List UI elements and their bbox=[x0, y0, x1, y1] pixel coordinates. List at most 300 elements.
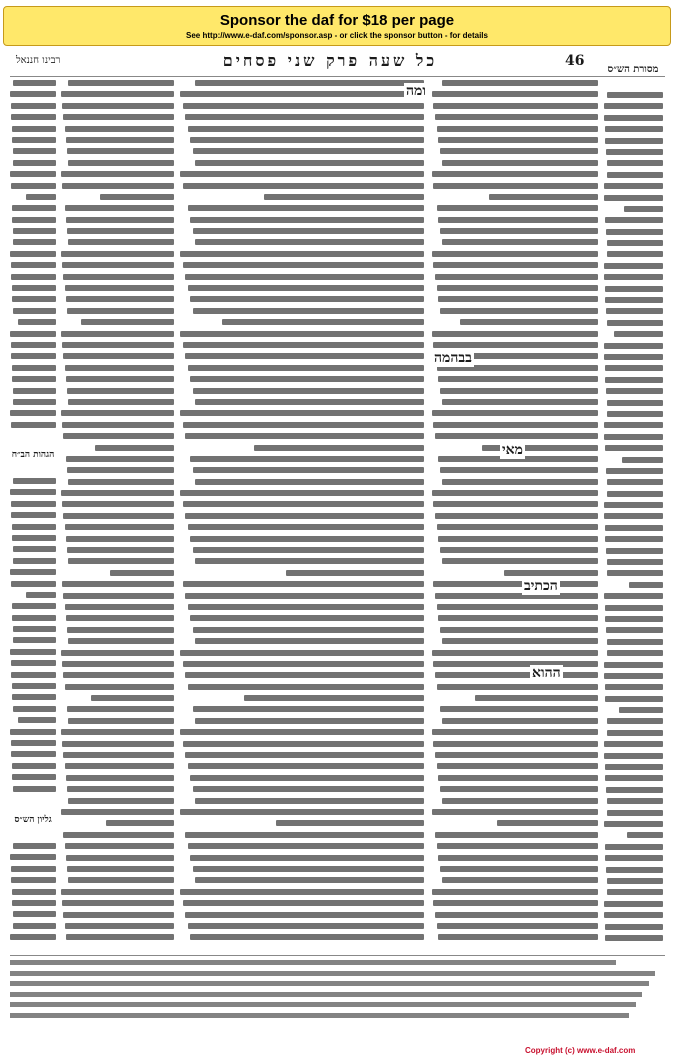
gilyon-hashas-column bbox=[10, 843, 56, 953]
text-line bbox=[606, 388, 663, 394]
text-line bbox=[61, 809, 174, 815]
text-line bbox=[12, 615, 56, 621]
sponsor-subtitle[interactable]: See http://www.e-daf.com/sponsor.asp - or click the sponsor button - for details bbox=[186, 31, 488, 40]
text-line bbox=[65, 763, 174, 769]
text-line bbox=[110, 570, 174, 576]
text-line bbox=[437, 285, 598, 291]
text-line bbox=[438, 615, 598, 621]
text-line bbox=[437, 524, 598, 530]
text-line bbox=[185, 513, 424, 519]
text-line bbox=[12, 763, 56, 769]
text-line bbox=[67, 706, 174, 712]
text-line bbox=[65, 524, 174, 530]
text-line bbox=[100, 194, 174, 200]
text-line bbox=[605, 377, 663, 383]
text-line bbox=[437, 684, 598, 690]
text-line bbox=[440, 627, 598, 633]
text-line bbox=[195, 239, 424, 245]
text-line bbox=[438, 536, 598, 542]
text-line bbox=[11, 183, 56, 189]
text-line bbox=[605, 217, 663, 223]
text-line bbox=[440, 228, 598, 234]
text-line bbox=[61, 410, 174, 416]
text-line bbox=[437, 843, 598, 849]
text-line bbox=[193, 706, 424, 712]
commentary-left-column bbox=[60, 80, 174, 950]
text-line bbox=[66, 137, 174, 143]
rabbenu-chananel-heading: רבינו חננאל bbox=[16, 55, 61, 66]
text-line bbox=[18, 319, 56, 325]
text-line bbox=[10, 1013, 629, 1018]
sponsor-banner[interactable] bbox=[3, 6, 671, 46]
text-line bbox=[604, 103, 663, 109]
text-line bbox=[607, 491, 663, 497]
text-line bbox=[622, 457, 663, 463]
text-line bbox=[433, 183, 598, 189]
text-line bbox=[18, 717, 56, 723]
text-line bbox=[180, 410, 424, 416]
text-line bbox=[12, 137, 56, 143]
text-line bbox=[67, 547, 174, 553]
text-line bbox=[190, 456, 424, 462]
text-line bbox=[190, 775, 424, 781]
text-line bbox=[185, 912, 424, 918]
text-line bbox=[442, 399, 598, 405]
text-line bbox=[605, 616, 663, 622]
text-line bbox=[13, 478, 56, 484]
text-line bbox=[185, 593, 424, 599]
text-line bbox=[489, 194, 598, 200]
text-line bbox=[604, 183, 663, 189]
text-line bbox=[12, 535, 56, 541]
text-line bbox=[61, 251, 174, 257]
text-line bbox=[605, 525, 663, 531]
text-line bbox=[605, 935, 663, 941]
text-line bbox=[68, 798, 174, 804]
text-line bbox=[185, 353, 424, 359]
text-line bbox=[604, 593, 663, 599]
text-line bbox=[605, 855, 663, 861]
text-line bbox=[61, 650, 174, 656]
text-line bbox=[180, 889, 424, 895]
text-line bbox=[435, 114, 598, 120]
text-line bbox=[66, 615, 174, 621]
text-line bbox=[66, 217, 174, 223]
text-line bbox=[183, 741, 424, 747]
text-line bbox=[435, 912, 598, 918]
text-line bbox=[12, 524, 56, 530]
text-line bbox=[438, 296, 598, 302]
text-line bbox=[627, 832, 663, 838]
text-line bbox=[61, 171, 174, 177]
text-line bbox=[607, 650, 663, 656]
text-line bbox=[435, 513, 598, 519]
text-line bbox=[188, 285, 424, 291]
text-line bbox=[195, 399, 424, 405]
text-line bbox=[66, 376, 174, 382]
text-line bbox=[432, 490, 598, 496]
text-line bbox=[193, 467, 424, 473]
text-line bbox=[607, 798, 663, 804]
text-line bbox=[606, 627, 663, 633]
text-line bbox=[10, 960, 616, 965]
text-line bbox=[442, 558, 598, 564]
text-line bbox=[433, 581, 598, 587]
text-line bbox=[180, 729, 424, 735]
text-line bbox=[13, 843, 56, 849]
text-line bbox=[606, 229, 663, 235]
text-line bbox=[442, 160, 598, 166]
text-line bbox=[440, 148, 598, 154]
text-line bbox=[13, 160, 56, 166]
text-line bbox=[442, 877, 598, 883]
text-line bbox=[193, 388, 424, 394]
text-line bbox=[106, 820, 174, 826]
text-line bbox=[68, 160, 174, 166]
text-line bbox=[190, 855, 424, 861]
text-line bbox=[13, 228, 56, 234]
text-line bbox=[433, 661, 598, 667]
text-line bbox=[433, 103, 598, 109]
text-line bbox=[604, 513, 663, 519]
text-line bbox=[63, 593, 174, 599]
gilyon-hashas-title: גליון הש״ס bbox=[14, 815, 52, 825]
text-line bbox=[607, 639, 663, 645]
text-line bbox=[435, 593, 598, 599]
text-line bbox=[67, 627, 174, 633]
text-line bbox=[442, 479, 598, 485]
text-line bbox=[605, 696, 663, 702]
text-line bbox=[276, 820, 424, 826]
text-line bbox=[432, 251, 598, 257]
text-line bbox=[63, 433, 174, 439]
text-line bbox=[66, 296, 174, 302]
text-line bbox=[65, 604, 174, 610]
text-line bbox=[11, 877, 56, 883]
text-line bbox=[432, 410, 598, 416]
text-line bbox=[607, 730, 663, 736]
text-line bbox=[190, 934, 424, 940]
text-line bbox=[11, 262, 56, 268]
text-line bbox=[11, 866, 56, 872]
text-line bbox=[188, 205, 424, 211]
text-line bbox=[65, 285, 174, 291]
text-line bbox=[185, 433, 424, 439]
hagahot-habach-title: הגהות הב״ח bbox=[11, 450, 55, 460]
opening-word-uma: ומה bbox=[406, 83, 426, 99]
text-line bbox=[606, 468, 663, 474]
text-line bbox=[193, 866, 424, 872]
text-line bbox=[607, 570, 663, 576]
text-line bbox=[65, 365, 174, 371]
text-line bbox=[12, 683, 56, 689]
text-line bbox=[607, 889, 663, 895]
text-line bbox=[606, 149, 663, 155]
footnotes-block bbox=[10, 960, 662, 1030]
text-line bbox=[433, 262, 598, 268]
text-line bbox=[11, 740, 56, 746]
text-line bbox=[437, 763, 598, 769]
text-line bbox=[63, 752, 174, 758]
text-line bbox=[607, 320, 663, 326]
text-line bbox=[435, 433, 598, 439]
copyright-notice[interactable]: Copyright (c) www.e-daf.com bbox=[525, 1046, 636, 1055]
text-line bbox=[604, 673, 663, 679]
text-line bbox=[12, 126, 56, 132]
text-line bbox=[10, 410, 56, 416]
text-line bbox=[607, 559, 663, 565]
text-line bbox=[62, 183, 174, 189]
text-line bbox=[63, 513, 174, 519]
text-line bbox=[606, 787, 663, 793]
text-line bbox=[607, 878, 663, 884]
text-line bbox=[185, 274, 424, 280]
text-line bbox=[190, 536, 424, 542]
text-line bbox=[607, 479, 663, 485]
text-line bbox=[10, 251, 56, 257]
text-line bbox=[188, 763, 424, 769]
text-line bbox=[604, 115, 663, 121]
text-line bbox=[193, 228, 424, 234]
page-title: כל שעה פרק שני פסחים bbox=[222, 51, 438, 70]
heading-word-hahu: ההוא bbox=[532, 665, 561, 681]
text-line bbox=[10, 649, 56, 655]
text-line bbox=[13, 308, 56, 314]
text-line bbox=[67, 786, 174, 792]
masoret-hashas-title: מסורת הש״ס bbox=[607, 64, 659, 75]
text-line bbox=[13, 80, 56, 86]
text-line bbox=[605, 924, 663, 930]
text-line bbox=[11, 660, 56, 666]
text-line bbox=[185, 114, 424, 120]
text-line bbox=[438, 376, 598, 382]
text-line bbox=[68, 239, 174, 245]
text-line bbox=[432, 331, 598, 337]
text-line bbox=[63, 672, 174, 678]
text-line bbox=[180, 809, 424, 815]
text-line bbox=[66, 536, 174, 542]
text-line bbox=[629, 582, 663, 588]
text-line bbox=[438, 217, 598, 223]
text-line bbox=[188, 684, 424, 690]
text-line bbox=[183, 422, 424, 428]
text-line bbox=[607, 400, 663, 406]
text-line bbox=[10, 489, 56, 495]
text-line bbox=[437, 923, 598, 929]
text-line bbox=[605, 365, 663, 371]
text-line bbox=[605, 605, 663, 611]
text-line bbox=[11, 501, 56, 507]
text-line bbox=[244, 695, 424, 701]
text-line bbox=[432, 809, 598, 815]
text-line bbox=[13, 626, 56, 632]
text-line bbox=[438, 137, 598, 143]
text-line bbox=[607, 251, 663, 257]
text-line bbox=[11, 512, 56, 518]
text-line bbox=[13, 399, 56, 405]
text-line bbox=[195, 80, 424, 86]
text-line bbox=[68, 80, 174, 86]
text-line bbox=[12, 205, 56, 211]
text-line bbox=[12, 376, 56, 382]
text-line bbox=[497, 820, 598, 826]
text-line bbox=[12, 694, 56, 700]
text-line bbox=[10, 729, 56, 735]
text-line bbox=[605, 844, 663, 850]
text-line bbox=[254, 445, 424, 451]
text-line bbox=[442, 80, 598, 86]
text-line bbox=[619, 707, 663, 713]
text-line bbox=[193, 786, 424, 792]
text-line bbox=[10, 854, 56, 860]
text-line bbox=[195, 718, 424, 724]
text-line bbox=[190, 615, 424, 621]
text-line bbox=[460, 319, 598, 325]
text-line bbox=[193, 627, 424, 633]
text-line bbox=[188, 524, 424, 530]
page-header bbox=[10, 49, 665, 75]
text-line bbox=[183, 342, 424, 348]
text-line bbox=[180, 171, 424, 177]
text-line bbox=[188, 126, 424, 132]
text-line bbox=[13, 923, 56, 929]
text-line bbox=[180, 251, 424, 257]
text-line bbox=[437, 126, 598, 132]
text-line bbox=[67, 467, 174, 473]
text-line bbox=[438, 775, 598, 781]
text-line bbox=[26, 194, 56, 200]
gemara-main-text bbox=[178, 80, 424, 950]
text-line bbox=[12, 217, 56, 223]
text-line bbox=[193, 308, 424, 314]
text-line bbox=[605, 286, 663, 292]
text-line bbox=[13, 546, 56, 552]
text-line bbox=[435, 752, 598, 758]
text-line bbox=[63, 274, 174, 280]
text-line bbox=[604, 662, 663, 668]
text-line bbox=[433, 501, 598, 507]
text-line bbox=[183, 103, 424, 109]
text-line bbox=[66, 456, 174, 462]
text-line bbox=[68, 718, 174, 724]
text-line bbox=[614, 331, 663, 337]
text-line bbox=[10, 971, 655, 976]
text-line bbox=[604, 912, 663, 918]
page-number: 46 bbox=[565, 53, 585, 69]
text-line bbox=[180, 331, 424, 337]
text-line bbox=[67, 228, 174, 234]
text-line bbox=[63, 912, 174, 918]
text-line bbox=[13, 706, 56, 712]
text-line bbox=[442, 798, 598, 804]
text-line bbox=[62, 262, 174, 268]
text-line bbox=[11, 751, 56, 757]
text-line bbox=[607, 160, 663, 166]
text-line bbox=[62, 900, 174, 906]
sponsor-title[interactable]: Sponsor the daf for $18 per page bbox=[219, 12, 455, 29]
text-line bbox=[195, 479, 424, 485]
text-line bbox=[222, 319, 424, 325]
text-line bbox=[12, 603, 56, 609]
text-line bbox=[13, 637, 56, 643]
text-line bbox=[68, 399, 174, 405]
text-line bbox=[188, 923, 424, 929]
text-line bbox=[65, 205, 174, 211]
text-line bbox=[11, 342, 56, 348]
text-line bbox=[11, 274, 56, 280]
text-line bbox=[183, 661, 424, 667]
text-line bbox=[440, 706, 598, 712]
text-line bbox=[193, 148, 424, 154]
text-line bbox=[10, 934, 56, 940]
text-line bbox=[604, 741, 663, 747]
text-line bbox=[190, 137, 424, 143]
text-line bbox=[605, 445, 663, 451]
text-line bbox=[607, 172, 663, 178]
text-line bbox=[604, 821, 663, 827]
text-line bbox=[10, 1002, 636, 1007]
text-line bbox=[437, 604, 598, 610]
text-line bbox=[432, 889, 598, 895]
text-line bbox=[607, 810, 663, 816]
heading-word-mai: מאי bbox=[502, 442, 523, 458]
text-line bbox=[195, 877, 424, 883]
text-line bbox=[437, 205, 598, 211]
text-line bbox=[61, 490, 174, 496]
text-line bbox=[12, 774, 56, 780]
text-line bbox=[188, 604, 424, 610]
text-line bbox=[63, 832, 174, 838]
text-line bbox=[185, 752, 424, 758]
text-line bbox=[286, 570, 424, 576]
text-line bbox=[13, 148, 56, 154]
text-line bbox=[442, 638, 598, 644]
text-line bbox=[26, 592, 56, 598]
text-line bbox=[195, 160, 424, 166]
text-line bbox=[11, 114, 56, 120]
text-line bbox=[432, 729, 598, 735]
text-line bbox=[606, 548, 663, 554]
text-line bbox=[13, 239, 56, 245]
text-line bbox=[12, 296, 56, 302]
text-line bbox=[604, 195, 663, 201]
heading-word-beheima: בבהמה bbox=[434, 350, 472, 366]
text-line bbox=[440, 866, 598, 872]
text-line bbox=[183, 900, 424, 906]
text-line bbox=[193, 547, 424, 553]
text-line bbox=[435, 274, 598, 280]
text-line bbox=[605, 684, 663, 690]
text-line bbox=[438, 855, 598, 861]
commentary-right-column bbox=[430, 80, 598, 950]
text-line bbox=[195, 558, 424, 564]
text-line bbox=[188, 843, 424, 849]
text-line bbox=[12, 900, 56, 906]
text-line bbox=[195, 638, 424, 644]
text-line bbox=[66, 855, 174, 861]
text-line bbox=[95, 445, 174, 451]
text-line bbox=[605, 775, 663, 781]
heading-word-haktiv: הכתיב bbox=[524, 578, 558, 594]
text-line bbox=[61, 889, 174, 895]
text-line bbox=[10, 171, 56, 177]
text-line bbox=[604, 901, 663, 907]
text-line bbox=[10, 91, 56, 97]
text-line bbox=[183, 262, 424, 268]
header-rule bbox=[10, 76, 665, 77]
text-line bbox=[67, 308, 174, 314]
text-line bbox=[438, 934, 598, 940]
